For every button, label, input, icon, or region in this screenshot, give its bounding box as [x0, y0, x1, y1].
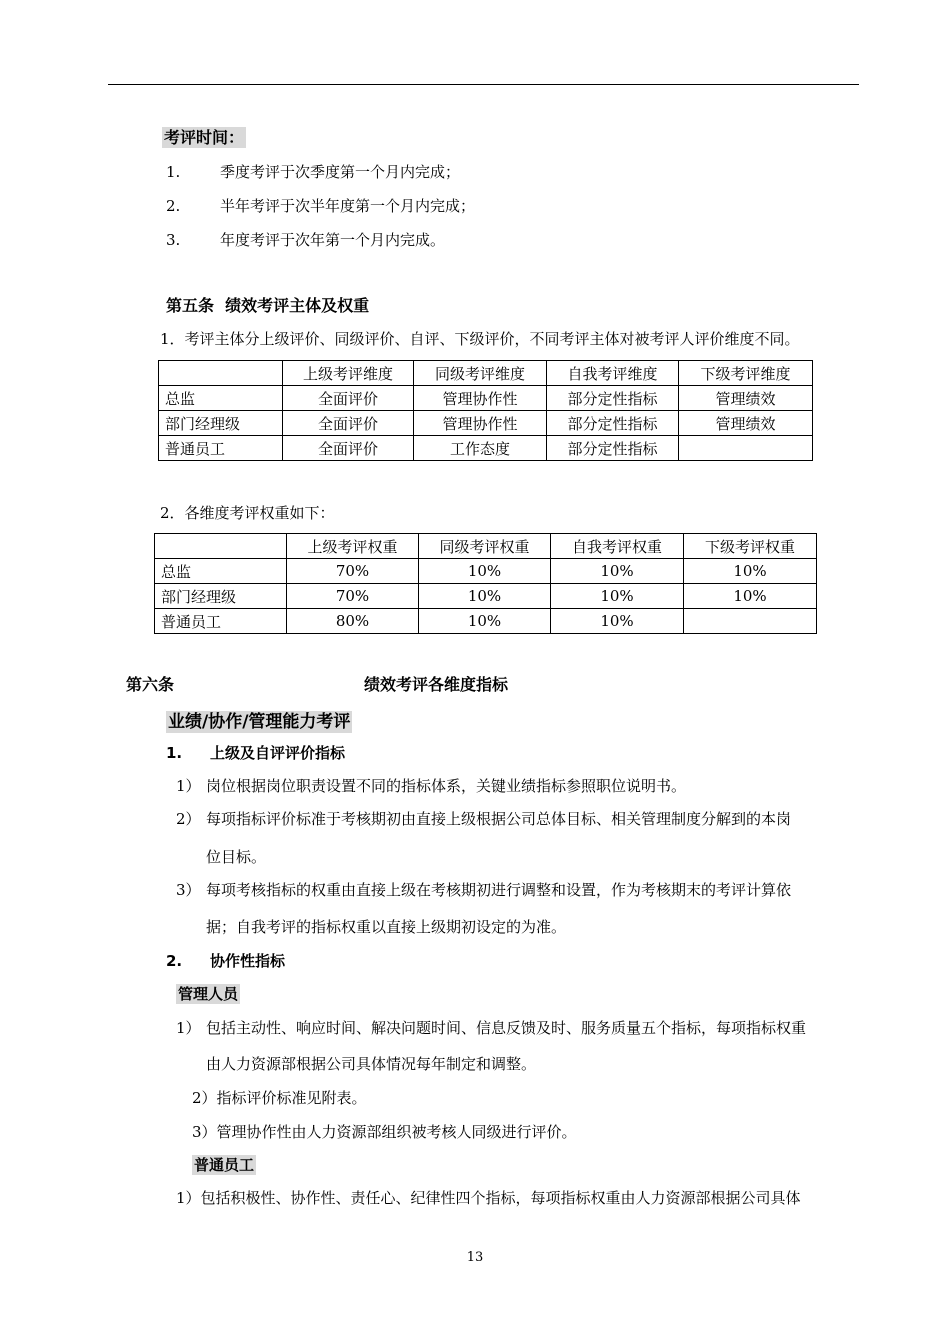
list-item: 1） 包括主动性、响应时间、解决问题时间、信息反馈及时、服务质量五个指标，每项指标权重	[176, 1019, 807, 1037]
table-row: 总监 70% 10% 10% 10%	[155, 559, 817, 584]
subsection-1-title: 1. 上级及自评评价指标	[166, 744, 346, 762]
table-header-row: 上级考评维度 同级考评维度 自我考评维度 下级考评维度	[159, 361, 813, 386]
article6-label: 第六条	[126, 675, 175, 694]
list-item: 2）指标评价标准见附表。	[192, 1089, 367, 1107]
list-item: 2. 半年考评于次半年度第一个月内完成；	[166, 197, 476, 215]
article6-title: 绩效考评各维度指标	[364, 675, 509, 694]
management-heading: 管理人员	[178, 985, 239, 1003]
list-item: 3. 年度考评于次年第一个月内完成。	[166, 231, 446, 249]
table-row: 普通员工 全面评价 工作态度 部分定性指标	[159, 436, 813, 461]
list-item: 3） 每项考核指标的权重由直接上级在考核期初进行调整和设置，作为考核期末的考评计算依	[176, 881, 792, 899]
list-item-continuation: 位目标。	[206, 848, 267, 866]
article5-para2: 2．各维度考评权重如下：	[160, 504, 335, 522]
list-item: 3）管理协作性由人力资源部组织被考核人同级进行评价。	[192, 1123, 577, 1141]
subsection-2-title: 2. 协作性指标	[166, 952, 286, 970]
article6-subheading: 业绩/协作/管理能力考评	[168, 712, 351, 732]
list-item: 1）包括积极性、协作性、责任心、纪律性四个指标，每项指标权重由人力资源部根据公司具体	[176, 1189, 801, 1207]
header-rule	[108, 84, 859, 85]
list-item: 2） 每项指标评价标准于考核期初由直接上级根据公司总体目标、相关管理制度分解到的本岗	[176, 810, 792, 828]
list-item: 1. 季度考评于次季度第一个月内完成；	[166, 163, 461, 181]
table-row: 普通员工 80% 10% 10%	[155, 609, 817, 634]
table-row: 总监 全面评价 管理协作性 部分定性指标 管理绩效	[159, 386, 813, 411]
list-item-continuation: 由人力资源部根据公司具体情况每年制定和调整。	[206, 1055, 537, 1073]
table-row: 部门经理级 全面评价 管理协作性 部分定性指标 管理绩效	[159, 411, 813, 436]
table-header-row: 上级考评权重 同级考评权重 自我考评权重 下级考评权重	[155, 534, 817, 559]
evaluation-weight-table	[154, 533, 817, 634]
heading-text: 考评时间：	[164, 128, 245, 147]
list-item-continuation: 据；自我考评的指标权重以直接上级期初设定的为准。	[206, 918, 567, 936]
staff-heading: 普通员工	[194, 1156, 255, 1174]
article5-para1: 1．考评主体分上级评价、同级评价、自评、下级评价，不同考评主体对被考评人评价维度不同。	[160, 330, 800, 348]
table-row: 部门经理级 70% 10% 10% 10%	[155, 584, 817, 609]
page-number: 13	[466, 1250, 484, 1265]
article5-title: 第五条 绩效考评主体及权重	[166, 296, 370, 315]
evaluation-dimension-table	[158, 360, 813, 461]
section-heading-time	[162, 125, 246, 148]
list-item: 1） 岗位根据岗位职责设置不同的指标体系，关键业绩指标参照职位说明书。	[176, 777, 687, 795]
